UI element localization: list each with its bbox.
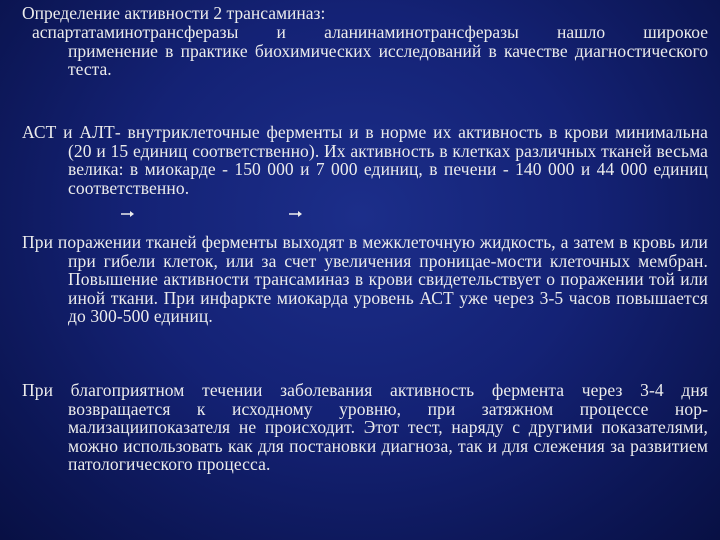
paragraph-recovery: При благоприятном течении заболевания активность фермента через 3-4 дня возвращается к исходному уровню, при затяжном процессе нор-мализациипоказателя не происходит. Этот тест, наряду с другими показателями, можно использовать как для постановки диагноза, так и для слежения за развитием патологического процесса. (22, 380, 708, 475)
intro-continuation: применение в практике биохимических исследований в качестве диагностического теста. (68, 40, 708, 80)
slide-heading: Определение активности 2 трансаминаз: (22, 3, 326, 23)
arrow-right-icon (289, 210, 303, 218)
paragraph-ast-alt: АСТ и АЛТ- внутриклеточные ферменты и в норме их активность в крови минимальна (20 и 15 единиц соответственно). Их активность в клетках различных тканей весьма велика: в миокарде - 150 000 и 7 000 единиц, в печени - 140 000 и 44 000 единиц соответственно. (22, 122, 708, 198)
intro-first-line: аспартатаминотрансферазы и аланинаминотрансферазы нашло широкое (32, 22, 708, 42)
arrow-right-icon (121, 210, 135, 218)
paragraph-tissue-damage: При поражении тканей ферменты выходят в межклеточную жидкость, а затем в кровь или при гибели клеток, или за счет увеличения проницае-мости клеточных мембран. Повышение активности трансаминаз в крови свидетельствует о поражении той или иной ткани. При инфаркте миокарда уровень АСТ уже через 3-5 часов повышается до 300-500 единиц. (22, 232, 708, 327)
intro-paragraph (32, 23, 708, 79)
